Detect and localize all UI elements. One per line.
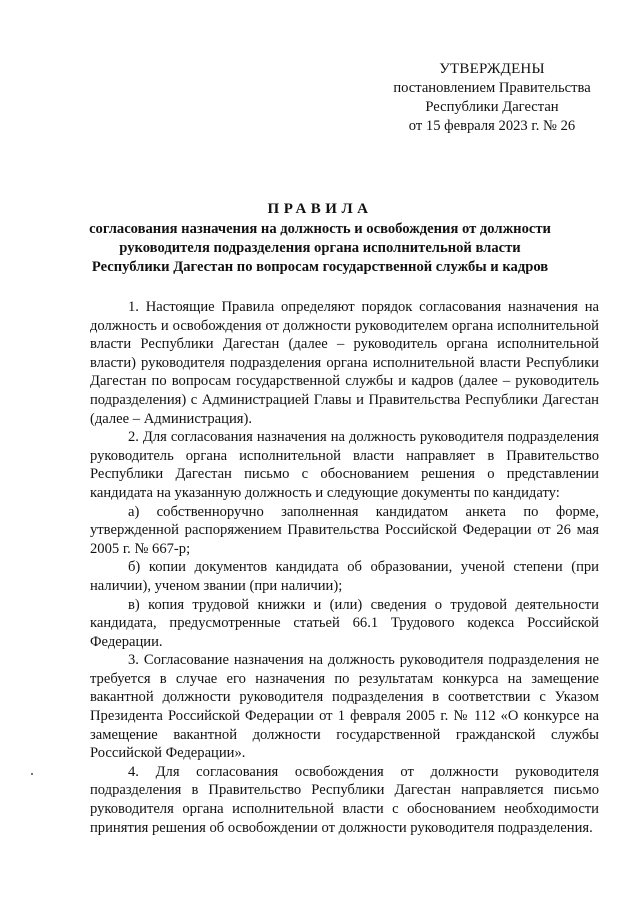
approval-line-3: от 15 февраля 2023 г. № 26	[408, 118, 576, 134]
approval-line-2: Республики Дагестан	[425, 99, 559, 115]
paragraph-2c: в) копия трудовой книжки и (или) сведения о трудовой деятельности кандидата, предусмотренные статьей 66.1 Трудового кодекса Российской Федерации.	[90, 596, 599, 650]
paragraph-1: 1. Настоящие Правила определяют порядок согласования назначения на должность и освобождения от должности руководителем органа исполнительной власти Республики Дагестан (далее – руководитель органа исполнительной власти) руководителя подразделения органа исполнительной власти Республики Дагестан по вопросам государственной службы и кадров (далее – руководитель подразделения) с Администрацией Главы и Правительства Республики Дагестан (далее – Администрация).	[90, 299, 599, 427]
document-subtitle-line-2: руководителя подразделения органа исполнительной власти	[119, 240, 521, 256]
paragraph-2: 2. Для согласования назначения на должность руководителя подразделения руководитель органа исполнительной власти направляет в Правительство Республики Дагестан письмо с обоснованием решения о представлении кандидата на указанную должность и следующие документы по кандидату:	[90, 429, 599, 501]
paragraph-2b: б) копии документов кандидата об образовании, ученой степени (при наличии), ученом звании (при наличии);	[90, 559, 599, 594]
approval-heading: УТВЕРЖДЕНЫ	[439, 61, 545, 77]
document-body	[90, 298, 599, 837]
document-title-block	[60, 198, 580, 277]
approval-stamp-block	[380, 60, 604, 136]
paragraph-3: 3. Согласование назначения на должность руководителя подразделения не требуется в случае его назначения по результатам конкурса на замещение вакантной должности руководителя подразделения в соответствии с Указом Президента Российской Федерации от 1 февраля 2005 г. № 112 «О конкурсе на замещение вакантной должности государственной гражданской службы Российской Федерации».	[90, 652, 599, 762]
scan-dot-mark	[31, 773, 33, 775]
paragraph-4: 4. Для согласования освобождения от должности руководителя подразделения в Правительство Республики Дагестан направляется письмо руководителя органа исполнительной власти с обоснованием необходимости принятия решения об освобождении от должности руководителя подразделения.	[90, 763, 599, 836]
approval-line-1: постановлением Правительства	[393, 80, 591, 96]
document-title: ПРАВИЛА	[267, 201, 373, 217]
document-subtitle-line-1: согласования назначения на должность и освобождения от должности	[89, 221, 551, 237]
document-subtitle-line-3: Республики Дагестан по вопросам государственной службы и кадров	[91, 259, 549, 275]
paragraph-2a: а) собственноручно заполненная кандидатом анкета по форме, утвержденной распоряжением Правительства Российской Федерации от 26 мая 2005 г. № 667-р;	[90, 503, 599, 557]
